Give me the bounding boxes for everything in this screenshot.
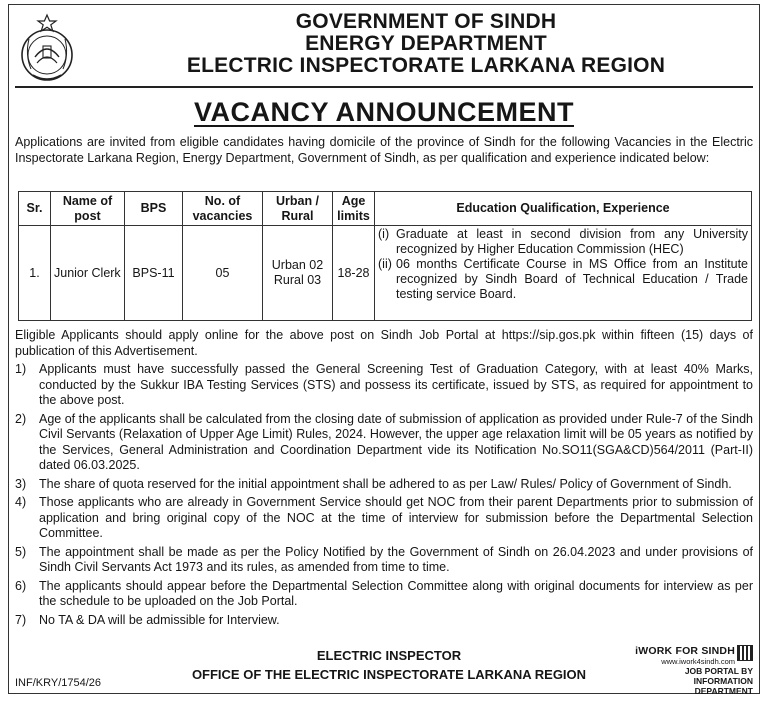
list-item: [15, 362, 753, 409]
signatory-office: OFFICE OF THE ELECTRIC INSPECTORATE LARKANA REGION: [191, 667, 587, 682]
education-item: [378, 257, 748, 302]
cell-age-limits: 18-28: [333, 226, 375, 321]
cell-bps: BPS-11: [125, 226, 183, 321]
list-item-number: 7): [15, 612, 27, 627]
list-item-number: 5): [15, 544, 27, 559]
list-item-text: Those applicants who are already in Government Service should get NOC from their parent Departments prior to submission of application and bring original copy of the NOC at the time of interview for submission before the Departmental Selection Committee.: [39, 495, 753, 540]
qr-code-icon: [737, 645, 753, 661]
list-item-text: Applicants must have successfully passed the General Screening Test of Graduation Category, with at least 40% Marks, conducted by the Sukkur IBA Testing Services (STS) and possess its certificate, issued by STS, as required for appointment to the above post.: [39, 362, 753, 407]
education-item: [378, 227, 748, 257]
intro-paragraph: Applications are invited from eligible candidates having domicile of the province of Sindh for the following Vacancies in the Electric Inspectorate Larkana Region, Energy Department, Government of Sindh, as per qualification and experience indicated below:: [15, 135, 753, 165]
reference-number: INF/KRY/1754/26: [15, 677, 102, 689]
government-seal-icon: [17, 13, 77, 83]
list-item-text: The appointment shall be made as per the Policy Notified by the Government of Sindh on 26.04.2023 and under provisions of Sindh Civil Servants Act 1973 and its rules, as amended from time to time.: [39, 544, 753, 574]
list-item: [15, 477, 753, 493]
job-portal-badge: [635, 645, 753, 696]
header-name-of-post: Name of post: [51, 192, 125, 226]
portal-website: www.iwork4sindh.com: [661, 657, 735, 666]
list-item-number: 3): [15, 476, 27, 491]
letterhead: [93, 11, 759, 77]
rural-quota: Rural 03: [273, 273, 322, 287]
list-item-number: 6): [15, 578, 27, 593]
terms-list: [15, 362, 753, 631]
cell-sr: 1.: [19, 226, 51, 321]
list-item-number: 2): [15, 411, 27, 426]
cell-education: [375, 226, 752, 321]
list-item-text: The share of quota reserved for the initial appointment shall be adhered to as per Law/ Rules/ Policy of Government of Sindh.: [39, 476, 732, 491]
list-item: [15, 613, 753, 629]
office-title: ELECTRIC INSPECTORATE LARKANA REGION: [186, 54, 666, 77]
announcement-title: VACANCY ANNOUNCEMENT: [193, 97, 574, 127]
government-title: GOVERNMENT OF SINDH: [295, 10, 557, 33]
list-item-number: 1): [15, 362, 27, 376]
list-item: [15, 412, 753, 474]
advertisement: [8, 4, 760, 694]
cell-name-of-post: Junior Clerk: [51, 226, 125, 321]
urban-quota: Urban 02: [271, 258, 324, 272]
list-item-text: The applicants should appear before the Departmental Selection Committee along with original documents for interview as per the schedule to be uploaded on the Job Portal.: [39, 578, 753, 608]
department-title: ENERGY DEPARTMENT: [305, 32, 547, 55]
header-vacancies: No. of vacancies: [183, 192, 263, 226]
education-item-text: 06 months Certificate Course in MS Office from an Institute recognized by Sindh Board of Technical Education / Trade testing service Board.: [396, 257, 748, 301]
cell-urban-rural: [263, 226, 333, 321]
education-item-number: (ii): [378, 257, 392, 271]
list-item: [15, 579, 753, 610]
header-divider: [15, 86, 753, 88]
list-item-number: 4): [15, 495, 27, 509]
header-education: Education Qualification, Experience: [375, 192, 752, 226]
header-bps: BPS: [125, 192, 183, 226]
header-urban-rural: Urban / Rural: [263, 192, 333, 226]
portal-line1: JOB PORTAL BY: [684, 666, 753, 676]
portal-line2: INFORMATION DEPARTMENT: [693, 676, 753, 696]
signatory-title: ELECTRIC INSPECTOR: [316, 648, 462, 663]
header-age-limits: Age limits: [333, 192, 375, 226]
header-sr: Sr.: [19, 192, 51, 226]
list-item: [15, 545, 753, 576]
table-row: [19, 226, 752, 321]
portal-brand: iWORK FOR SINDH: [635, 645, 735, 657]
education-item-text: Graduate at least in second division from any University recognized by Higher Education Commission (HEC): [396, 227, 748, 256]
cell-vacancies: 05: [183, 226, 263, 321]
list-item-text: Age of the applicants shall be calculated from the closing date of submission of application as provided under Rule-7 of the Sindh Civil Servants (Relaxation of Upper Age Limit) Rules, 2024. However, the upper age relaxation limit will be 05 years as notified by the Services, General Administration and Coordination Department vide its Notification No.SO11(SGA&CD)564/2011 (Part-II) dated 06.03.2025.: [39, 411, 753, 472]
education-item-number: (i): [378, 227, 390, 241]
vacancy-table: [18, 191, 752, 321]
list-item-text: No TA & DA will be admissible for Interview.: [39, 612, 280, 627]
table-header-row: [19, 192, 752, 226]
list-item: [15, 495, 753, 542]
apply-instructions: Eligible Applicants should apply online for the above post on Sindh Job Portal at https://sip.gos.pk within fifteen (15) days of publication of this Advertisement.: [15, 328, 753, 358]
